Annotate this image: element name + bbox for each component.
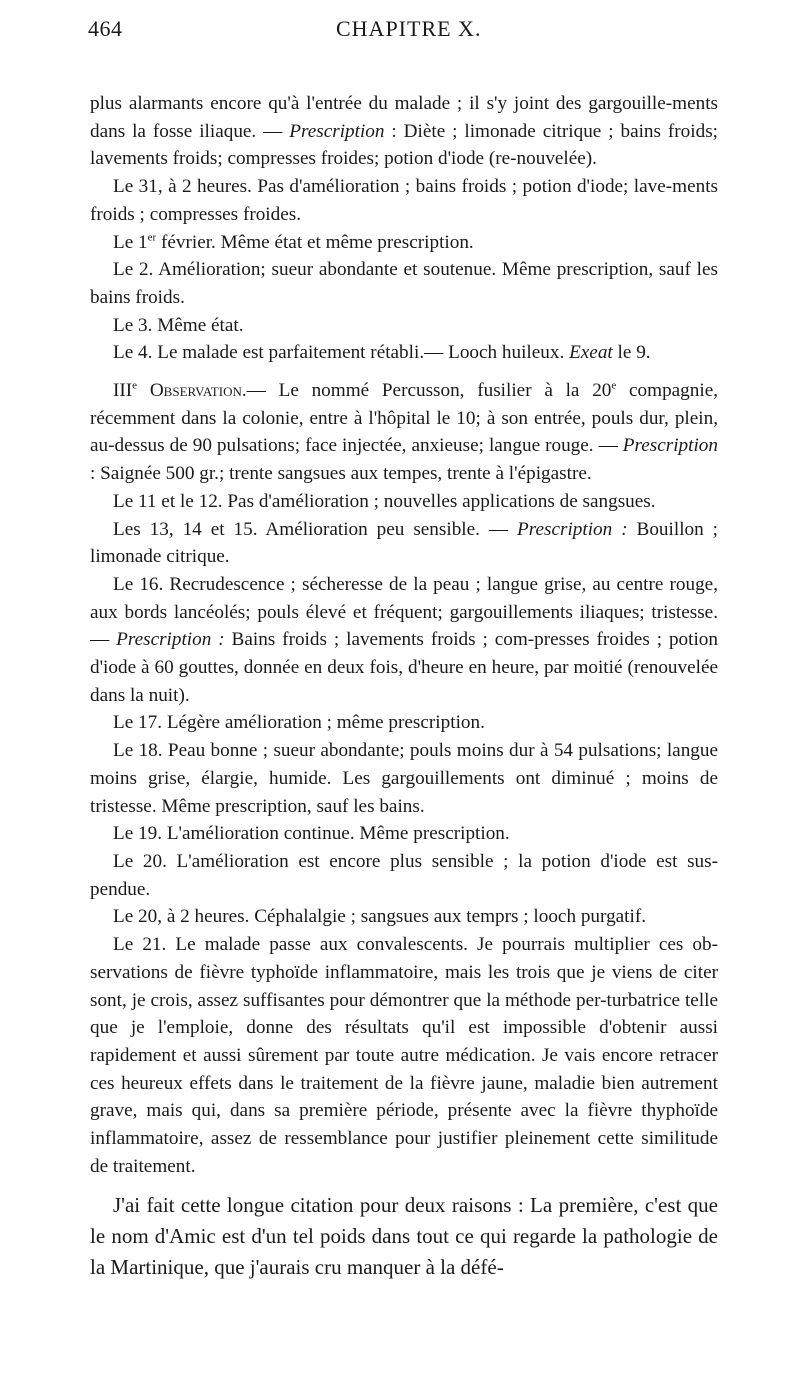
- observation-heading-paragraph: [90, 377, 718, 488]
- paragraph-day-13: [90, 516, 718, 571]
- observation-number: III: [113, 380, 133, 402]
- prescription-label: Prescription :: [517, 518, 628, 540]
- text-run: Bains froids ; lavements froids ; com-presses froides ; potion d'iode à 60 gouttes, donnée en deux fois, d'heure en heure, par moitié (renouvelée dans la nuit).: [90, 629, 718, 706]
- paragraph-day-2: Le 2. Amélioration; sueur abondante et soutenue. Même prescription, sauf les bains froids.: [90, 259, 718, 308]
- paragraph-day-21: Le 21. Le malade passe aux convalescents. Je pourrais multiplier ces ob-servations de fièvre typhoïde inflammatoire, mais les trois que je viens de citer sont, je crois, assez suffisantes pour démontrer que la méthode per-turbatrice telle que je l'emploie, donne des résultats qu'il est impossible d'obtenir aussi rapidement et aussi sûrement par toute autre médication. Je vais encore retracer ces heureux effets dans le traitement de la fièvre jaune, maladie bien autrement grave, mais qui, dans sa première période, présente avec la fièvre thyphoïde inflammatoire, assez de ressemblance pour justifier pleinement cette similitude de traitement.: [90, 934, 718, 1177]
- exeat-label: Exeat: [569, 342, 613, 364]
- paragraph-day-20-afternoon: Le 20, à 2 heures. Céphalalgie ; sangsues aux temprs ; looch purgatif.: [113, 906, 647, 928]
- running-header: [88, 16, 728, 52]
- paragraph-day-17: Le 17. Légère amélioration ; même prescription.: [113, 712, 485, 734]
- text-run: : Saignée 500 gr.; trente sangsues aux tempes, trente à l'épigastre.: [90, 463, 592, 485]
- paragraph-citation-reasons: J'ai fait cette longue citation pour deux raisons : La première, c'est que le nom d'Amic est d'un tel poids dans tout ce qui regarde la pathologie de la Martinique, que j'aurais cru manquer à la défé-: [90, 1193, 718, 1280]
- paragraph-day-3: Le 3. Même état.: [113, 314, 244, 336]
- text-run: : Diète ; limonade citrique ; bains froids; lavements froids; compresses froides; potion d'iode (re-nouvelée).: [90, 120, 718, 170]
- superscript: e: [611, 379, 617, 392]
- text-run: Bouillon ; limonade citrique.: [90, 518, 718, 568]
- text-run: le 9.: [612, 342, 651, 364]
- page-number: 464: [88, 16, 123, 41]
- prescription-label: Prescription: [289, 120, 385, 142]
- text-run: compagnie, récemment dans la colonie, entre à l'hôpital le 10; à son entrée, pouls dur, plein, au-dessus de 90 pulsations; face injectée, anxieuse; langue rouge. —: [90, 380, 719, 457]
- paragraph-day-11: Le 11 et le 12. Pas d'amélioration ; nouvelles applications de sangsues.: [113, 490, 656, 512]
- text-run: Les 13, 14 et 15. Amélioration peu sensible. —: [113, 518, 518, 540]
- paragraph-day-20: Le 20. L'amélioration est encore plus sensible ; la potion d'iode est sus-pendue.: [90, 850, 718, 900]
- text-run: Le 1: [113, 231, 148, 253]
- paragraph-day-1: [90, 229, 718, 257]
- text-run: plus alarmants encore qu'à l'entrée du malade ; il s'y joint des gargouille-ments dans la fosse iliaque. —: [90, 93, 718, 142]
- paragraph-day-18: Le 18. Peau bonne ; sueur abondante; pouls moins dur à 54 pulsations; langue moins grise, élargie, humide. Les gargouillements ont diminué ; moins de tristesse. Même prescription, sauf les bains.: [90, 740, 718, 817]
- text-run: .— Le nommé Percusson, fusilier à la 20: [241, 380, 612, 402]
- paragraph-day-4: [90, 339, 718, 367]
- chapter-title: CHAPITRE X.: [336, 16, 482, 41]
- body-text: [90, 90, 718, 1283]
- prescription-label: Prescription: [622, 435, 718, 457]
- text-run: février. Même état et même prescription.: [156, 231, 474, 253]
- text-run: Le 16. Recrudescence ; sécheresse de la peau ; langue grise, au centre rouge, aux bords lancéolés; pouls élevé et fréquent; gargouillements iliaques; tristesse.—: [90, 573, 718, 651]
- paragraph-day-16: [90, 571, 718, 710]
- prescription-label: Prescription :: [116, 629, 225, 651]
- paragraph-day-19: Le 19. L'amélioration continue. Même prescription.: [113, 823, 510, 845]
- text-run: Le 4. Le malade est parfaitement rétabli.— Looch huileux.: [113, 342, 570, 364]
- paragraph-day-31: Le 31, à 2 heures. Pas d'amélioration ; bains froids ; potion d'iode; lave-ments froids ; compresses froides.: [90, 176, 718, 225]
- superscript: er: [147, 231, 157, 244]
- paragraph-continuation: [90, 90, 718, 173]
- observation-label: Observation: [149, 380, 242, 402]
- superscript: e: [132, 379, 138, 392]
